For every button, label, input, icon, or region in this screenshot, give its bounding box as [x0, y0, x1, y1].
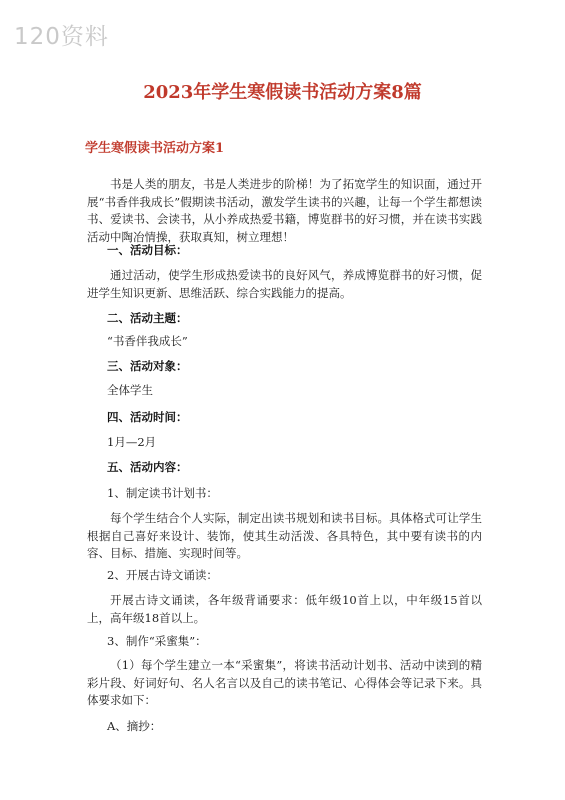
intro-paragraph: 书是人类的朋友，书是人类进步的阶梯！为了拓宽学生的知识面，通过开展“书香伴我成长”假期读书活动，激发学生读书的兴趣，让每一个学生都想读书、爱读书、会读书，从小养成热爱书籍，博览群书的好习惯，并在读书实践活动中陶冶情操，获取真知，树立理想！: [87, 177, 482, 244]
document-title: 2023年学生寒假读书活动方案8篇: [143, 82, 422, 103]
time-text: 1月—2月: [107, 435, 157, 449]
item1-title: 1、制定读书计划书：: [107, 486, 218, 500]
goal-paragraph: 通过活动，使学生形成热爱读书的良好风气，养成博览群书的好习惯，促进学生知识更新、思维活跃、综合实践能力的提高。: [87, 268, 482, 300]
watermark: 120资料: [14, 24, 109, 50]
section-title: 学生寒假读书活动方案1: [85, 141, 225, 156]
heading-activity-content: 五、活动内容：: [107, 460, 188, 474]
heading-activity-time: 四、活动时间：: [107, 410, 188, 424]
heading-activity-theme: 二、活动主题：: [107, 311, 188, 325]
item2-title: 2、开展古诗文诵读：: [107, 568, 218, 582]
item2-body: 开展古诗文诵读，各年级背诵要求：低年级10首上以，中年级15首以上，高年级18首以上。: [87, 593, 482, 625]
target-text: 全体学生: [107, 383, 153, 397]
item3-body: （1）每个学生建立一本“采蜜集”，将读书活动计划书、活动中读到的精彩片段、好词好句、名人名言以及自己的读书笔记、心得体会等记录下来。具体要求如下：: [87, 658, 482, 707]
item3-sub-heading: A、摘抄：: [107, 719, 162, 733]
heading-activity-target: 三、活动对象：: [107, 359, 188, 373]
heading-activity-goal: 一、活动目标：: [107, 243, 188, 257]
item3-title: 3、制作“采蜜集”：: [107, 634, 207, 648]
theme-text: “书香伴我成长”: [107, 334, 188, 348]
item1-body: 每个学生结合个人实际，制定出读书规划和读书目标。具体格式可让学生根据自己喜好来设计、装饰，使其生动活泼、各具特色，其中要有读书的内容、目标、措施、实现时间等。: [87, 511, 482, 560]
